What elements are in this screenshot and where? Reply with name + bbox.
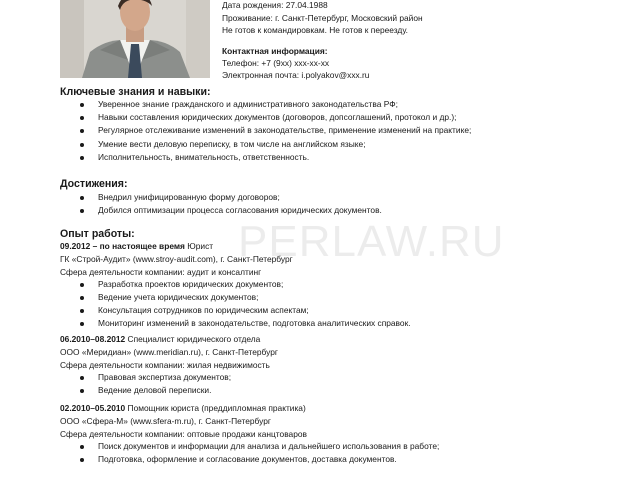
- job-period: 02.2010–05.2010: [60, 403, 126, 413]
- personal-info: [222, 0, 522, 38]
- job-position: Юрист: [187, 241, 214, 251]
- email: Электронная почта: i.polyakov@xxx.ru: [222, 70, 370, 80]
- list-item: Уверенное знание гражданского и административного законодательства РФ;: [78, 99, 598, 112]
- contact-info: [222, 46, 522, 82]
- travel-readiness: Не готов к командировкам. Не готов к переезду.: [222, 25, 408, 35]
- watermark: PERLAW.RU: [238, 217, 505, 266]
- list-item: Добился оптимизации процесса согласования юридических документов.: [78, 205, 598, 218]
- job-sphere: Сфера деятельности компании: аудит и консалтинг: [60, 266, 262, 277]
- job-duties: [78, 279, 598, 331]
- achievements-list: [78, 192, 598, 218]
- list-item: Мониторинг изменений в законодательстве, подготовка аналитических справок.: [78, 318, 598, 331]
- skills-heading: Ключевые знания и навыки:: [60, 86, 211, 98]
- list-item: Правовая экспертиза документов;: [78, 372, 598, 385]
- job-company: ООО «Меридиан» (www.meridian.ru), г. Санкт-Петербург: [60, 346, 278, 357]
- job-position: Помощник юриста (преддипломная практика): [127, 403, 306, 413]
- experience-heading: Опыт работы:: [60, 228, 135, 240]
- job-sphere: Сфера деятельности компании: оптовые продажи канцтоваров: [60, 428, 307, 439]
- list-item: Ведение учета юридических документов;: [78, 292, 598, 305]
- phone: Телефон: +7 (9хх) ххх-хх-хх: [222, 58, 330, 68]
- job-entry: [60, 241, 620, 331]
- job-entry: [60, 334, 620, 398]
- job-company: ГК «Строй-Аудит» (www.stroy-audit.com), г. Санкт-Петербург: [60, 253, 293, 264]
- job-header: [60, 241, 620, 254]
- list-item: Умение вести деловую переписку, в том числе на английском языке;: [78, 139, 598, 152]
- list-item: Консультация сотрудников по юридическим аспектам;: [78, 305, 598, 318]
- list-item: Внедрил унифицированную форму договоров;: [78, 192, 598, 205]
- residence: Проживание: г. Санкт-Петербург, Московский район: [222, 12, 423, 23]
- list-item: Исполнительность, внимательность, ответственность.: [78, 152, 598, 165]
- list-item: Навыки составления юридических документов (договоров, допсоглашений, протокол и др.);: [78, 112, 598, 125]
- job-header: [60, 403, 620, 416]
- job-sphere: Сфера деятельности компании: жилая недвижимость: [60, 359, 270, 370]
- list-item: Поиск документов и информации для анализа и дальнейшего использования в работе;: [78, 441, 598, 454]
- contact-title: Контактная информация:: [222, 46, 328, 56]
- job-duties: [78, 372, 598, 398]
- list-item: Разработка проектов юридических документов;: [78, 279, 598, 292]
- job-company: ООО «Сфера-М» (www.sfera-m.ru), г. Санкт-Петербург: [60, 415, 271, 426]
- job-entry: [60, 403, 620, 467]
- skills-list: [78, 99, 598, 165]
- list-item: Ведение деловой переписки.: [78, 385, 598, 398]
- list-item: Подготовка, оформление и согласование документов, доставка документов.: [78, 454, 598, 467]
- job-period: 09.2012 – по настоящее время: [60, 241, 185, 251]
- job-position: Специалист юридического отдела: [127, 334, 261, 344]
- job-header: [60, 334, 620, 347]
- job-period: 06.2010–08.2012: [60, 334, 126, 344]
- job-duties: [78, 441, 598, 467]
- list-item: Регулярное отслеживание изменений в законодательстве, применение изменений на практике;: [78, 125, 598, 138]
- achievements-heading: Достижения:: [60, 178, 128, 190]
- person-portrait-icon: [60, 0, 210, 78]
- birth-date: Дата рождения: 27.04.1988: [222, 0, 328, 10]
- profile-photo: [60, 0, 210, 78]
